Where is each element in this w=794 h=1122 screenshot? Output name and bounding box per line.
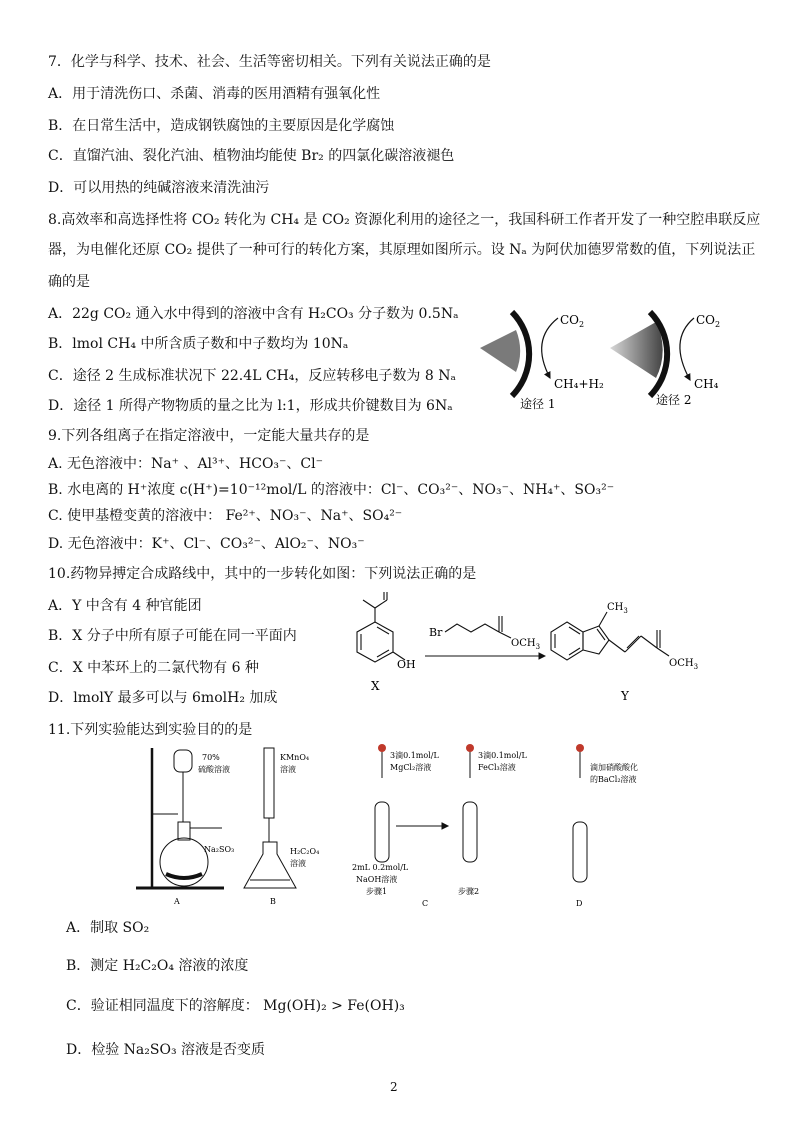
q11-option-a: A．制取 SO₂ [66, 920, 150, 936]
pathway1-product-label: CH₄+H₂ [554, 377, 604, 391]
b-kmno4-label2: 溶液 [280, 765, 296, 774]
q10-stem: 10.药物异搏定合成路线中，其中的一步转化如图：下列说法正确的是 [48, 566, 477, 582]
x-benzene-ring [357, 622, 393, 662]
q8-pathway-diagram [470, 300, 740, 415]
q11-stem: 11.下列实验能达到实验目的的是 [48, 722, 253, 738]
q9-option-a: A. 无色溶液中：Na⁺ 、Al³⁺、HCO₃⁻、Cl⁻ [48, 456, 324, 472]
c-drop2-label1: 3滴0.1mol/L [478, 751, 527, 760]
pathway1-co2-label: $CO_2$ [560, 313, 585, 329]
q8-option-d: D．途径 1 所得产物物质的量之比为 l:1，形成共价键数目为 6Nₐ [48, 398, 453, 414]
q9-stem: 9.下列各组离子在指定溶液中，一定能大量共存的是 [48, 428, 370, 444]
q9-option-b: B. 水电离的 H⁺浓度 c(H⁺)=10⁻¹²mol/L 的溶液中：Cl⁻、CO₃²⁻、NO₃⁻、NH₄⁺、SO₃²⁻ [48, 482, 615, 498]
c-drop1-label2: MgCl₂溶液 [390, 763, 432, 772]
c-base-label1: 2mL 0.2mol/L [352, 863, 409, 872]
c-drop1-label1: 3滴0.1mol/L [390, 751, 439, 760]
c-caption: C [422, 899, 429, 908]
x-label: X [371, 679, 380, 693]
y-label: Y [621, 689, 629, 703]
b-conical-flask [244, 842, 296, 888]
q8-stem-line3: 确的是 [48, 274, 90, 290]
reagent-och3-label: $OCH_3$ [511, 638, 541, 651]
q8-stem-line2: 器，为电催化还原 CO₂ 提供了一种可行的转化方案，其原理如图所示。设 Nₐ 为阿伏加德罗常数的值，下列说法正 [48, 242, 756, 258]
pathway1-arrow [542, 318, 558, 378]
y-furan-ring [583, 626, 609, 654]
q8-option-a: A．22g CO₂ 通入水中得到的溶液中含有 H₂CO₃ 分子数为 0.5Nₐ [48, 306, 459, 322]
pathway2-caption: 途径 2 [656, 393, 692, 407]
q8-option-b: B．lmol CH₄ 中所含质子数和中子数均为 10Nₐ [48, 336, 349, 352]
c-tube2 [463, 802, 477, 862]
q7-stem: 7．化学与科学、技术、社会、生活等密切相关。下列有关说法正确的是 [48, 54, 491, 70]
x-oh-label: OH [397, 658, 416, 671]
a-caption: A [174, 897, 180, 906]
y-methyl-bond [599, 612, 607, 626]
pathway2-catalyst-fan [610, 322, 663, 378]
pathway2-arrow [680, 318, 694, 380]
q10-option-b: B．X 分子中所有原子可能在同一平面内 [48, 628, 297, 644]
q10-option-c: C．X 中苯环上的二氯代物有 6 种 [48, 660, 259, 676]
y-ch3-label: $CH_3$ [607, 602, 628, 615]
a-acid-label1: 70% [202, 753, 220, 762]
d-tube [573, 822, 587, 882]
q9-option-d: D. 无色溶液中：K⁺、Cl⁻、CO₃²⁻、AlO₂⁻、NO₃⁻ [48, 536, 365, 552]
q7-option-b: B．在日常生活中，造成钢铁腐蚀的主要原因是化学腐蚀 [48, 118, 395, 134]
page-number: 2 [390, 1080, 398, 1094]
pathway1-caption: 途径 1 [520, 397, 556, 411]
b-kmno4-label: KMnO₄ [280, 753, 310, 762]
d-label1: 滴加硝酸酸化 [590, 763, 638, 772]
q7-option-c: C．直馏汽油、裂化汽油、植物油均能使 Br₂ 的四氯化碳溶液褪色 [48, 148, 455, 164]
q8-stem-line1: 8.高效率和高选择性将 CO₂ 转化为 CH₄ 是 CO₂ 资源化利用的途径之一，我国科研工作者开发了一种空腔串联反应 [48, 212, 761, 228]
b-caption: B [270, 897, 276, 906]
q10-option-a: A．Y 中含有 4 种官能团 [48, 598, 202, 614]
pathway1-catalyst-wedge [480, 330, 520, 372]
q11-apparatus-figure [130, 742, 638, 912]
reagent-chain [445, 624, 499, 632]
c-drop2-label2: FeCl₃溶液 [478, 763, 516, 772]
q11-option-b: B．测定 H₂C₂O₄ 溶液的浓度 [66, 958, 249, 974]
a-salt-label: Na₂SO₃ [204, 845, 235, 854]
b-h2c2o4-label: H₂C₂O₄ [290, 847, 320, 856]
c-step2-label: 步骤2 [458, 887, 480, 896]
q10-option-d: D．lmolY 最多可以与 6molH₂ 加成 [48, 690, 278, 706]
c-tube1 [375, 802, 389, 862]
c-step1-label: 步骤1 [366, 887, 388, 896]
q9-option-c: C. 使甲基橙变黄的溶液中： Fe²⁺、NO₃⁻、Na⁺、SO₄²⁻ [48, 508, 403, 524]
a-acid-label2: 硫酸溶液 [198, 765, 230, 774]
b-h2c2o4-label2: 溶液 [290, 859, 306, 868]
q11-option-c: C．验证相同温度下的溶解度： Mg(OH)₂ > Fe(OH)₃ [66, 998, 405, 1014]
a-funnel [174, 750, 192, 772]
q8-option-c: C．途径 2 生成标准状况下 22.4L CH₄，反应转移电子数为 8 Nₐ [48, 368, 456, 384]
d-caption: D [576, 899, 583, 908]
b-burette [264, 748, 274, 818]
q7-option-d: D．可以用热的纯碱溶液来清洗油污 [48, 180, 270, 196]
q10-reaction-scheme [335, 590, 725, 710]
pathway2-product-label: CH₄ [694, 377, 719, 391]
y-och3-label: $OCH_3$ [669, 658, 699, 671]
q7-option-a: A．用于清洗伤口、杀菌、消毒的医用酒精有强氧化性 [48, 86, 381, 102]
d-label2: 的BaCl₂溶液 [590, 775, 637, 784]
q11-option-d: D．检验 Na₂SO₃ 溶液是否变质 [66, 1042, 266, 1058]
y-benzene-ring [551, 622, 583, 660]
pathway2-co2-label: $CO_2$ [696, 313, 721, 329]
c-base-label2: NaOH溶液 [356, 875, 398, 884]
reagent-br-label: Br [429, 626, 443, 639]
